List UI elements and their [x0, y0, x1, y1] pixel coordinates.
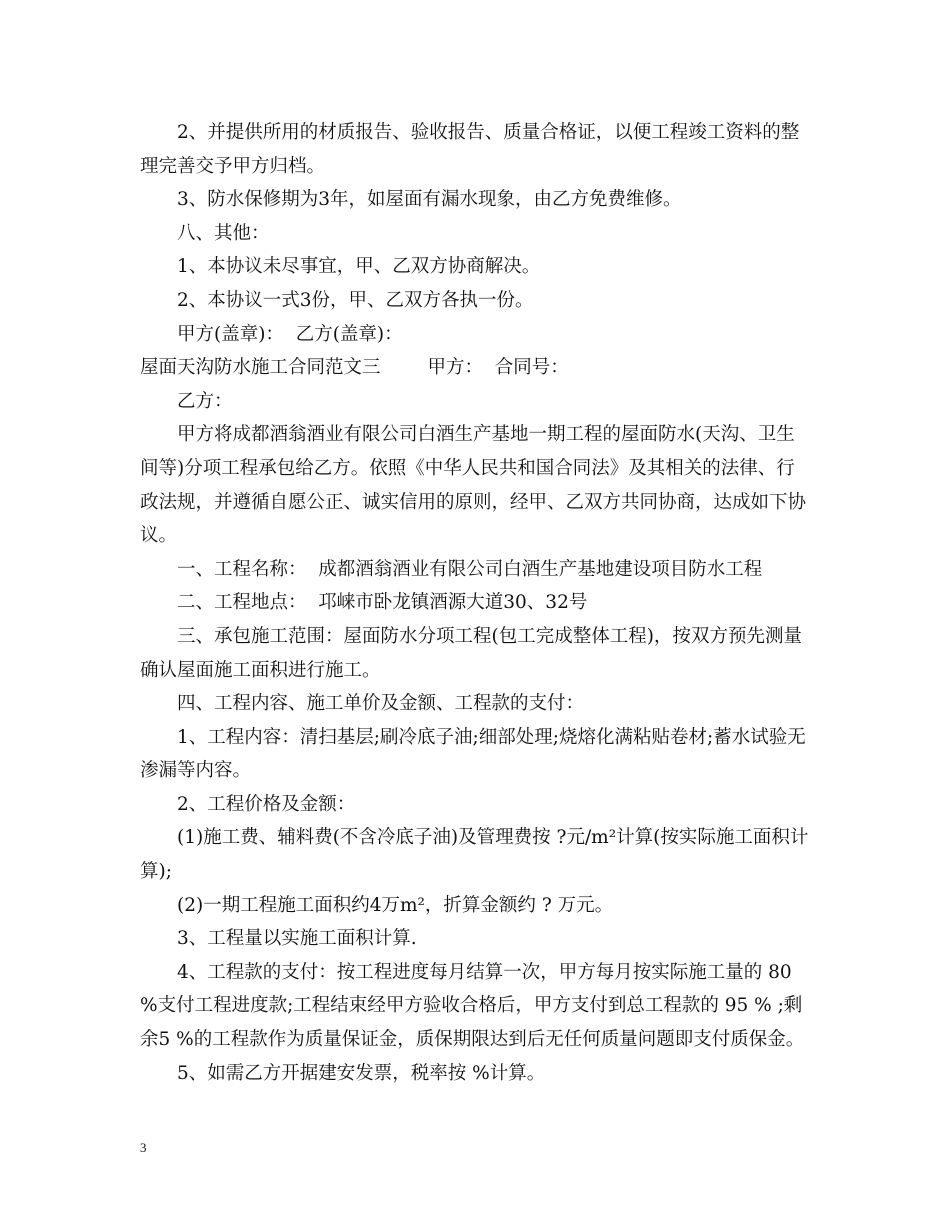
party-b-line: 乙方：: [177, 390, 233, 412]
paragraph: 1、工程内容：清扫基层;刷冷底子油;细部处理;烧熔化满粘贴卷材;蓄水试验无渗漏等内容。: [140, 726, 806, 782]
paragraph: 甲方将成都酒翁酒业有限公司白酒生产基地一期工程的屋面防水(天沟、卫生间等)分项工程承包给乙方。依照《中华人民共和国合同法》及其相关的法律、行政法规，并遵循自愿公正、诚实信用的原则，经甲、乙双方共同协商，达成如下协议。: [140, 424, 807, 547]
document-body: [140, 116, 812, 1090]
paragraph: 三、承包施工范围：屋面防水分项工程(包工完成整体工程)，按双方预先测量确认屋面施工面积进行施工。: [140, 625, 802, 681]
paragraph: 3、工程量以实施工面积计算.: [177, 928, 417, 950]
paragraph: 二、工程地点： 邛崃市卧龙镇酒源大道30、32号: [177, 592, 588, 614]
paragraph: 2、并提供所用的材质报告、验收报告、质量合格证，以便工程竣工资料的整理完善交予甲方归档。: [140, 122, 800, 177]
page-number: 3: [140, 1140, 147, 1155]
paragraph: 4、工程款的支付：按工程进度每月结算一次，甲方每月按实际施工量的 80 %支付工程进度款;工程结束经甲方验收合格后，甲方支付到总工程款的 95 % ;剩余5 %的工程款作为质量保证金，质保期限达到后无任何质量问题即支付质保金。: [140, 961, 805, 1051]
section-heading: 八、其他：: [177, 222, 270, 244]
paragraph: (1)施工费、辅料费(不含冷底子油)及管理费按 ?元/m²计算(按实际施工面积计算);: [140, 827, 809, 883]
paragraph: 3、防水保修期为3年，如屋面有漏水现象，由乙方免费维修。: [177, 189, 682, 211]
paragraph: 1、本协议未尽事宜，甲、乙双方协商解决。: [177, 256, 541, 278]
paragraph: 2、工程价格及金额：: [177, 793, 356, 815]
signature-line: 甲方(盖章)： 乙方(盖章)：: [177, 323, 403, 345]
section-heading: 四、工程内容、施工单价及金额、工程款的支付：: [177, 693, 585, 715]
paragraph: 一、工程名称： 成都酒翁酒业有限公司白酒生产基地建设项目防水工程: [177, 558, 763, 580]
paragraph: (2)一期工程施工面积约4万m²，折算金额约 ? 万元。: [177, 894, 614, 916]
paragraph: 5、如需乙方开据建安发票，税率按 %计算。: [177, 1062, 546, 1084]
paragraph: 2、本协议一式3份，甲、乙双方各执一份。: [177, 289, 534, 311]
contract-title-line: 屋面天沟防水施工合同范文三 甲方： 合同号：: [140, 357, 569, 379]
